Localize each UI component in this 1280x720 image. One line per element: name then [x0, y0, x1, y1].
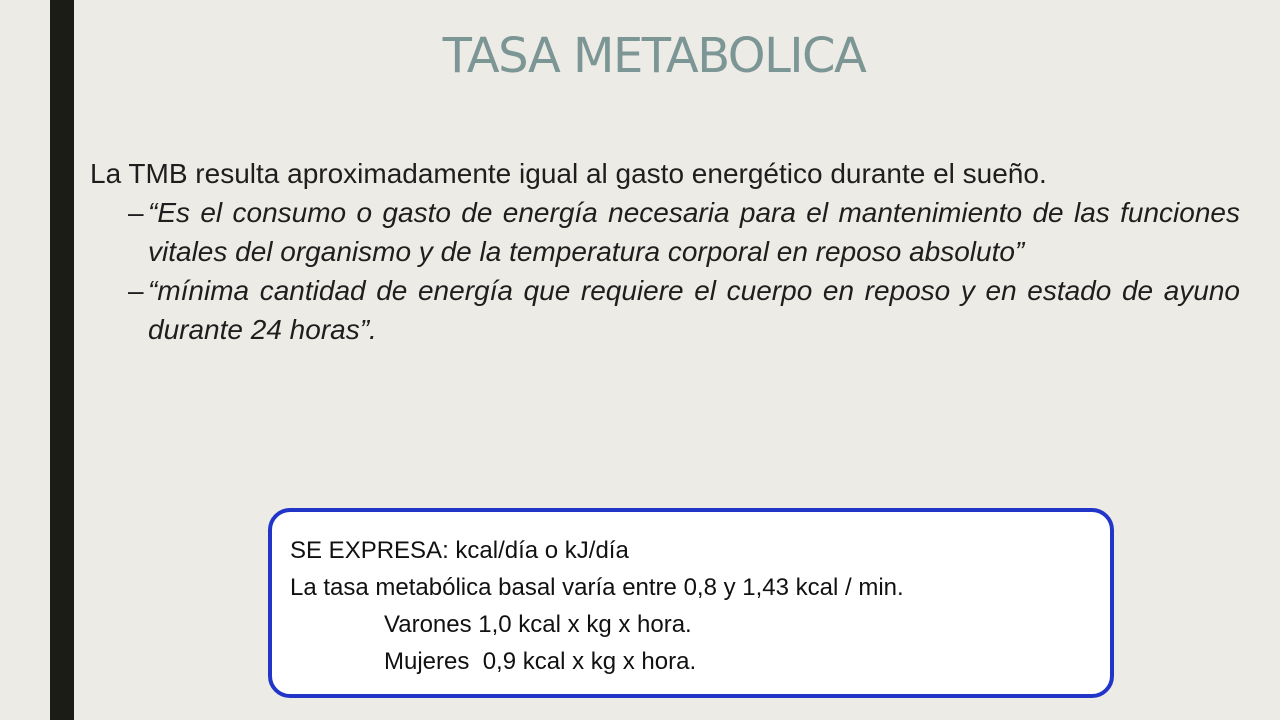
slide-title: TASA METABOLICA	[442, 28, 866, 84]
bullet-text: “Es el consumo o gasto de energía necesaria para el mantenimiento de las funciones vitales del organismo y de la temperatura corporal en reposo absoluto”	[148, 197, 1240, 267]
expression-box	[268, 508, 1114, 698]
bullet-dash: –	[128, 275, 144, 306]
bullet-text: “mínima cantidad de energía que requiere el cuerpo en reposo y en estado de ayuno durante 24 horas”.	[148, 275, 1240, 345]
left-accent-bar	[50, 0, 74, 720]
bullet-item	[90, 193, 1240, 271]
slide-body	[90, 154, 1240, 349]
bullet-item	[90, 271, 1240, 349]
range-line: La tasa metabólica basal varía entre 0,8 y 1,43 kcal / min.	[290, 574, 904, 601]
intro-paragraph: La TMB resulta aproximadamente igual al gasto energético durante el sueño.	[90, 158, 1047, 189]
bullet-dash: –	[128, 197, 144, 228]
men-line: Varones 1,0 kcal x kg x hora.	[384, 611, 692, 638]
expression-lines	[290, 532, 1100, 680]
women-line: Mujeres 0,9 kcal x kg x hora.	[384, 648, 697, 675]
units-line: SE EXPRESA: kcal/día o kJ/día	[290, 537, 629, 564]
